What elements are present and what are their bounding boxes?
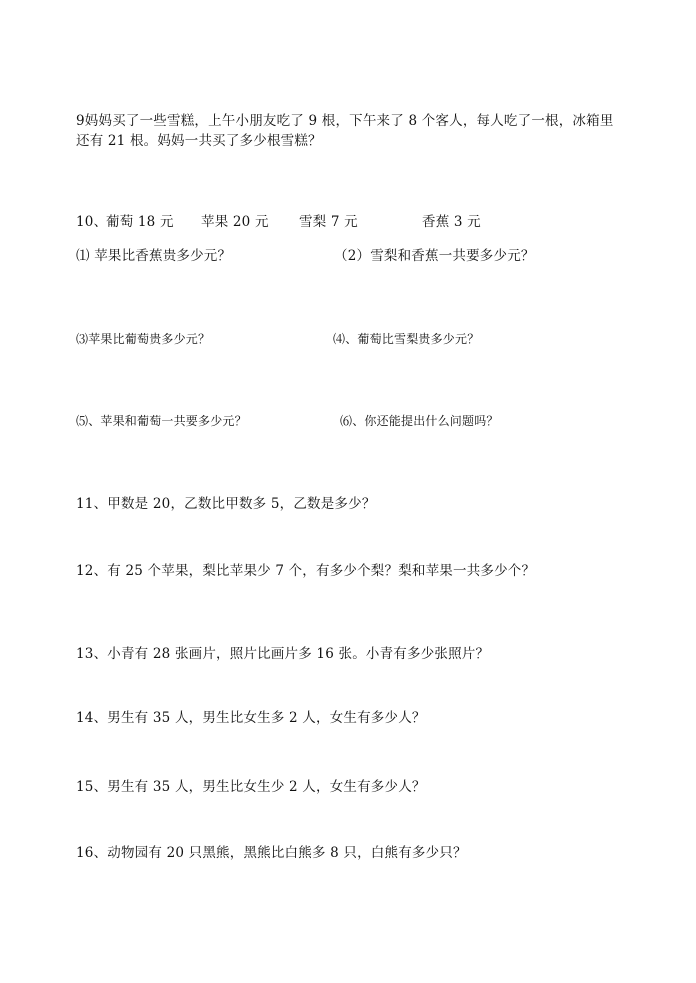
sub-question-4: ⑷、葡萄比雪梨贵多少元？	[333, 332, 480, 346]
sub-question-5: ⑸、苹果和葡萄一共要多少元？	[76, 414, 247, 428]
sub-question-6: ⑹、你还能提出什么问题吗？	[340, 414, 499, 428]
question-10-number: 10、	[76, 214, 108, 230]
question-13: 13、小青有 28 张画片，照片比画片多 16 张。小青有多少张照片？	[76, 646, 490, 662]
question-9-line-2: 还有 21 根。妈妈一共买了多少根雪糕？	[76, 133, 322, 149]
sub-question-3: ⑶苹果比葡萄贵多少元？	[76, 332, 211, 346]
question-16: 16、动物园有 20 只黑熊，黑熊比白熊多 8 只，白熊有多少只？	[76, 845, 467, 861]
price-pear: 雪梨 7 元	[299, 214, 358, 230]
question-9-line-1: 9妈妈买了一些雪糕，上午小朋友吃了 9 根，下午来了 8 个客人，每人吃了一根，冰箱里	[76, 113, 614, 129]
sub-question-2: （2）雪梨和香蕉一共要多少元？	[334, 248, 535, 264]
question-15: 15、男生有 35 人，男生比女生少 2 人，女生有多少人？	[76, 779, 426, 795]
price-banana: 香蕉 3 元	[422, 214, 481, 230]
sub-question-1: ⑴ 苹果比香蕉贵多少元？	[76, 248, 232, 264]
question-12: 12、有 25 个苹果，梨比苹果少 7 个，有多少个梨？梨和苹果一共多少个？	[76, 563, 536, 579]
price-grape: 葡萄 18 元	[106, 214, 174, 230]
price-apple: 苹果 20 元	[201, 214, 269, 230]
question-14: 14、男生有 35 人，男生比女生多 2 人，女生有多少人？	[76, 710, 426, 726]
question-11: 11、甲数是 20，乙数比甲数多 5，乙数是多少？	[76, 496, 376, 512]
